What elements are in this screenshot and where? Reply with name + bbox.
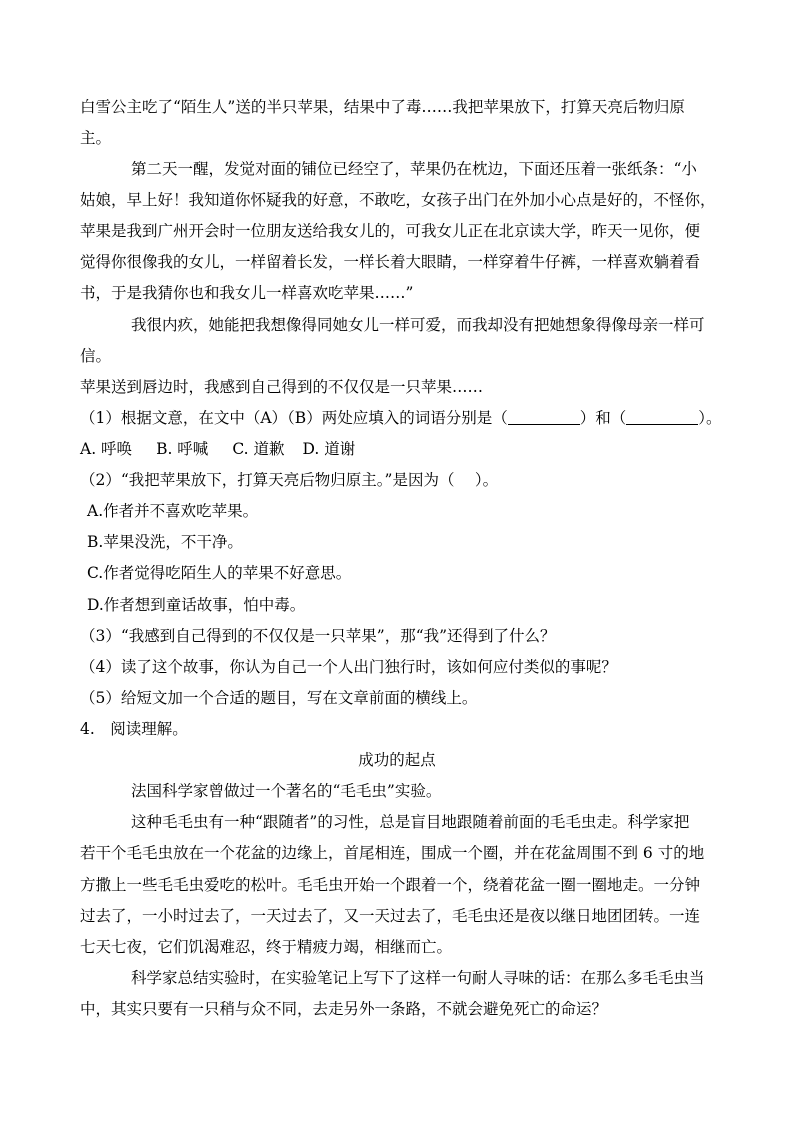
passage-line: 我很内疚，她能把我想像得同她女儿一样可爱，而我却没有把她想象得像母亲一样可 <box>131 316 705 334</box>
question-1-mid: ）和（ <box>579 409 627 427</box>
passage-line: 主。 <box>80 129 112 147</box>
passage-line: 过去了，一小时过去了，一天过去了，又一天过去了，毛毛虫还是夜以继日地团团转。一连 <box>80 907 701 925</box>
question-2-option-a: A.作者并不喜欢吃苹果。 <box>87 502 259 520</box>
passage-line: 白雪公主吃了“陌生人”送的半只苹果，结果中了毒……我把苹果放下，打算天亮后物归原 <box>80 98 685 116</box>
question-2-option-b: B.苹果没洗，不干净。 <box>87 533 243 551</box>
question-2-option-d: D.作者想到童话故事，怕中毒。 <box>87 596 306 614</box>
question-1 <box>80 407 721 429</box>
option-b: B. 呼喊 <box>156 440 209 458</box>
passage-line: 姑娘，早上好！我知道你怀疑我的好意，不敢吃，女孩子出门在外加小心点是好的，不怪你， <box>80 191 716 209</box>
option-c: C. 道歉 <box>232 440 285 458</box>
passage-line: 信。 <box>80 347 112 365</box>
answer-blank-b[interactable] <box>626 410 698 425</box>
question-3: （3）“我感到自己得到的不仅仅是一只苹果”，那“我”还得到了什么？ <box>80 627 556 645</box>
passage-line: 书，于是我猜你也和我女儿一样喜欢吃苹果……” <box>80 284 414 302</box>
question-1-prefix: （1）根据文意，在文中（A）（B）两处应填入的词语分别是（ <box>80 409 508 427</box>
passage-line: 若干个毛毛虫放在一个花盆的边缘上，首尾相连，围成一个圈，并在花盆周围不到 6 寸的地 <box>80 844 705 862</box>
passage-line: 第二天一醒，发觉对面的铺位已经空了，苹果仍在枕边，下面还压着一张纸条：“小 <box>131 160 697 178</box>
passage-line: 法国科学家曾做过一个著名的“毛毛虫”实验。 <box>131 782 442 800</box>
question-2: （2）“我把苹果放下，打算天亮后物归原主。”是因为（ ）。 <box>80 471 499 489</box>
passage-line: 科学家总结实验时，在实验笔记上写下了这样一句耐人寻味的话：在那么多毛毛虫当 <box>131 969 705 987</box>
section-4-heading: 4. 阅读理解。 <box>80 720 188 738</box>
passage-line: 七天七夜，它们饥渴难忍，终于精疲力竭，相继而亡。 <box>80 938 453 956</box>
passage-line: 苹果送到唇边时，我感到自己得到的不仅仅是一只苹果…… <box>80 378 484 396</box>
question-1-options <box>80 438 355 460</box>
passage-line: 觉得你很像我的女儿，一样留着长发，一样长着大眼睛，一样穿着牛仔裤，一样喜欢躺着看 <box>80 253 701 271</box>
passage-line: 方撒上一些毛毛虫爱吃的松叶。毛毛虫开始一个跟着一个，绕着花盆一圈一圈地走。一分钟 <box>80 876 701 894</box>
question-5: （5）给短文加一个合适的题目，写在文章前面的横线上。 <box>80 689 478 707</box>
answer-blank-a[interactable] <box>508 410 580 425</box>
question-4: （4）读了这个故事，你认为自己一个人出门独行时，该如何应付类似的事呢？ <box>80 658 617 676</box>
option-a: A. 呼唤 <box>80 440 133 458</box>
option-d: D. 道谢 <box>302 440 356 458</box>
passage-line: 这种毛毛虫有一种“跟随者”的习性，总是盲目地跟随着前面的毛毛虫走。科学家把 <box>131 813 690 831</box>
passage-line: 苹果是我到广州开会时一位朋友送给我女儿的，可我女儿正在北京读大学，昨天一见你，便 <box>80 222 701 240</box>
passage-title: 成功的起点 <box>358 751 436 769</box>
question-2-option-c: C.作者觉得吃陌生人的苹果不好意思。 <box>87 564 352 582</box>
question-1-suffix: ）。 <box>698 409 722 427</box>
passage-line: 中，其实只要有一只稍与众不同，去走另外一条路，不就会避免死亡的命运？ <box>80 1000 608 1018</box>
